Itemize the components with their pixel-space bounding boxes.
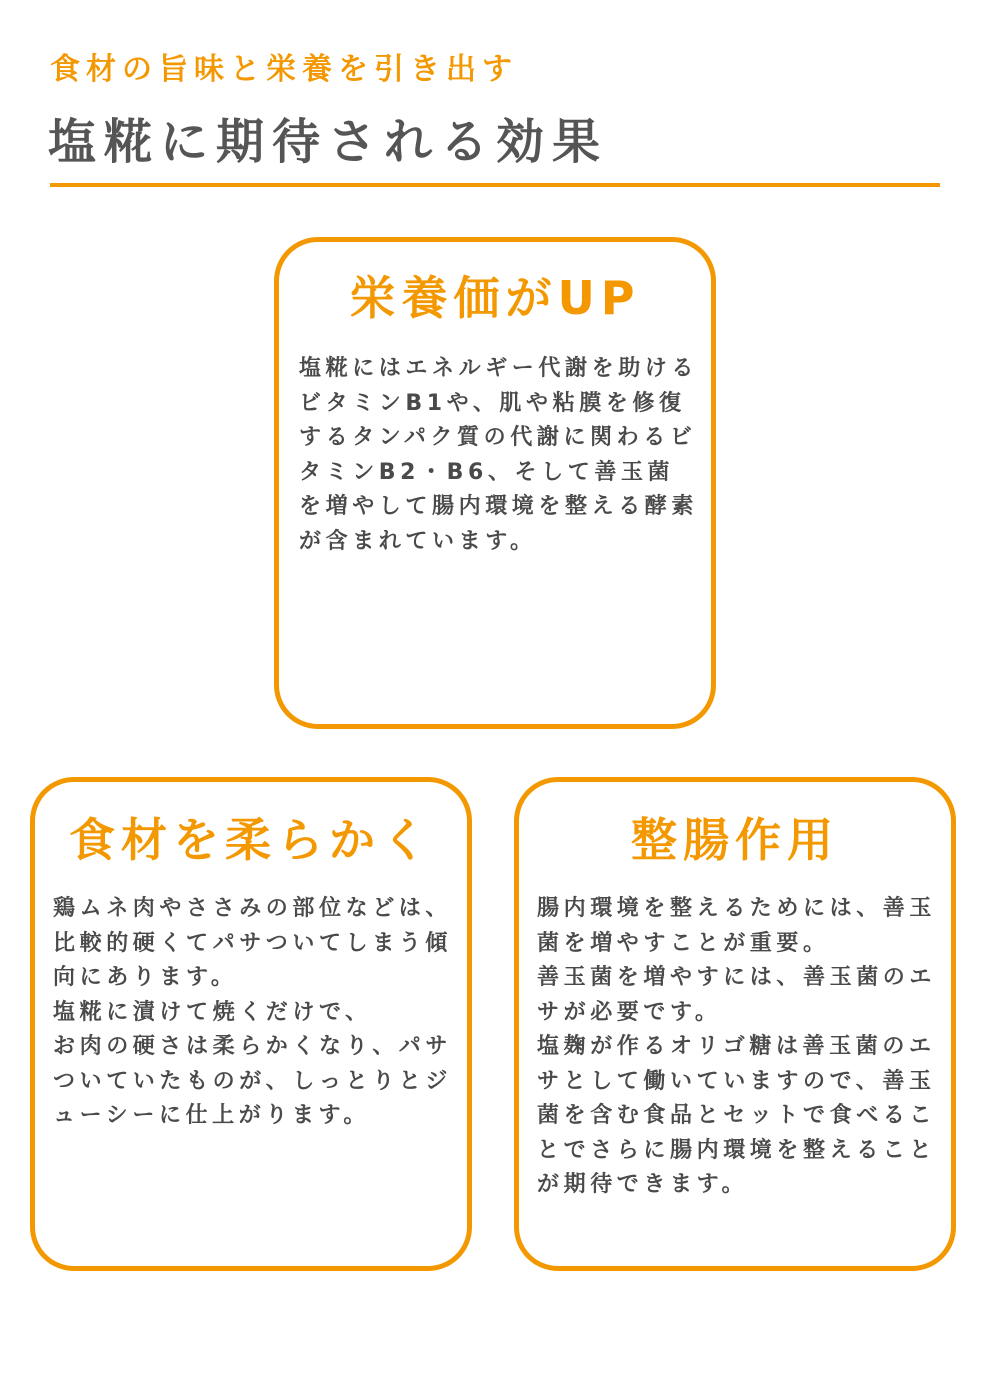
tender-card-body: 鶏ムネ肉やささみの部位などは、比較的硬くてパサついてしまう傾向にあります。 塩糀に漬けて焼くだけで、 お肉の硬さは柔らかくなり、パサついていたものが、しっとりとジューシーに仕上がります。 (53, 896, 453, 1128)
tender-card-title: 食材を柔らかく (69, 813, 433, 867)
gut-card (514, 777, 956, 1271)
page-title: 塩糀に期待される効果 (48, 114, 609, 170)
nutrition-card-body: 塩糀にはエネルギー代謝を助けるビタミンB1や、肌や粘膜を修復するタンパク質の代謝に関わるビタミンB2・B6、そして善玉菌を増やして腸内環境を整える酵素が含まれています。 (299, 356, 699, 554)
tender-card (30, 777, 472, 1271)
header-divider (50, 183, 940, 187)
nutrition-card-title: 栄養価がUP (349, 271, 641, 325)
gut-card-body: 腸内環境を整えるためには、善玉菌を増やすことが重要。 善玉菌を増やすには、善玉菌のエサが必要です。 塩麹が作るオリゴ糖は善玉菌のエサとして働いていますので、善玉菌を含む食品とセットで食べることでさらに腸内環境を整えることが期待できます。 (537, 896, 937, 1197)
nutrition-card (274, 237, 716, 729)
gut-card-title: 整腸作用 (631, 813, 839, 867)
page-subtitle: 食材の旨味と栄養を引き出す (50, 52, 518, 87)
